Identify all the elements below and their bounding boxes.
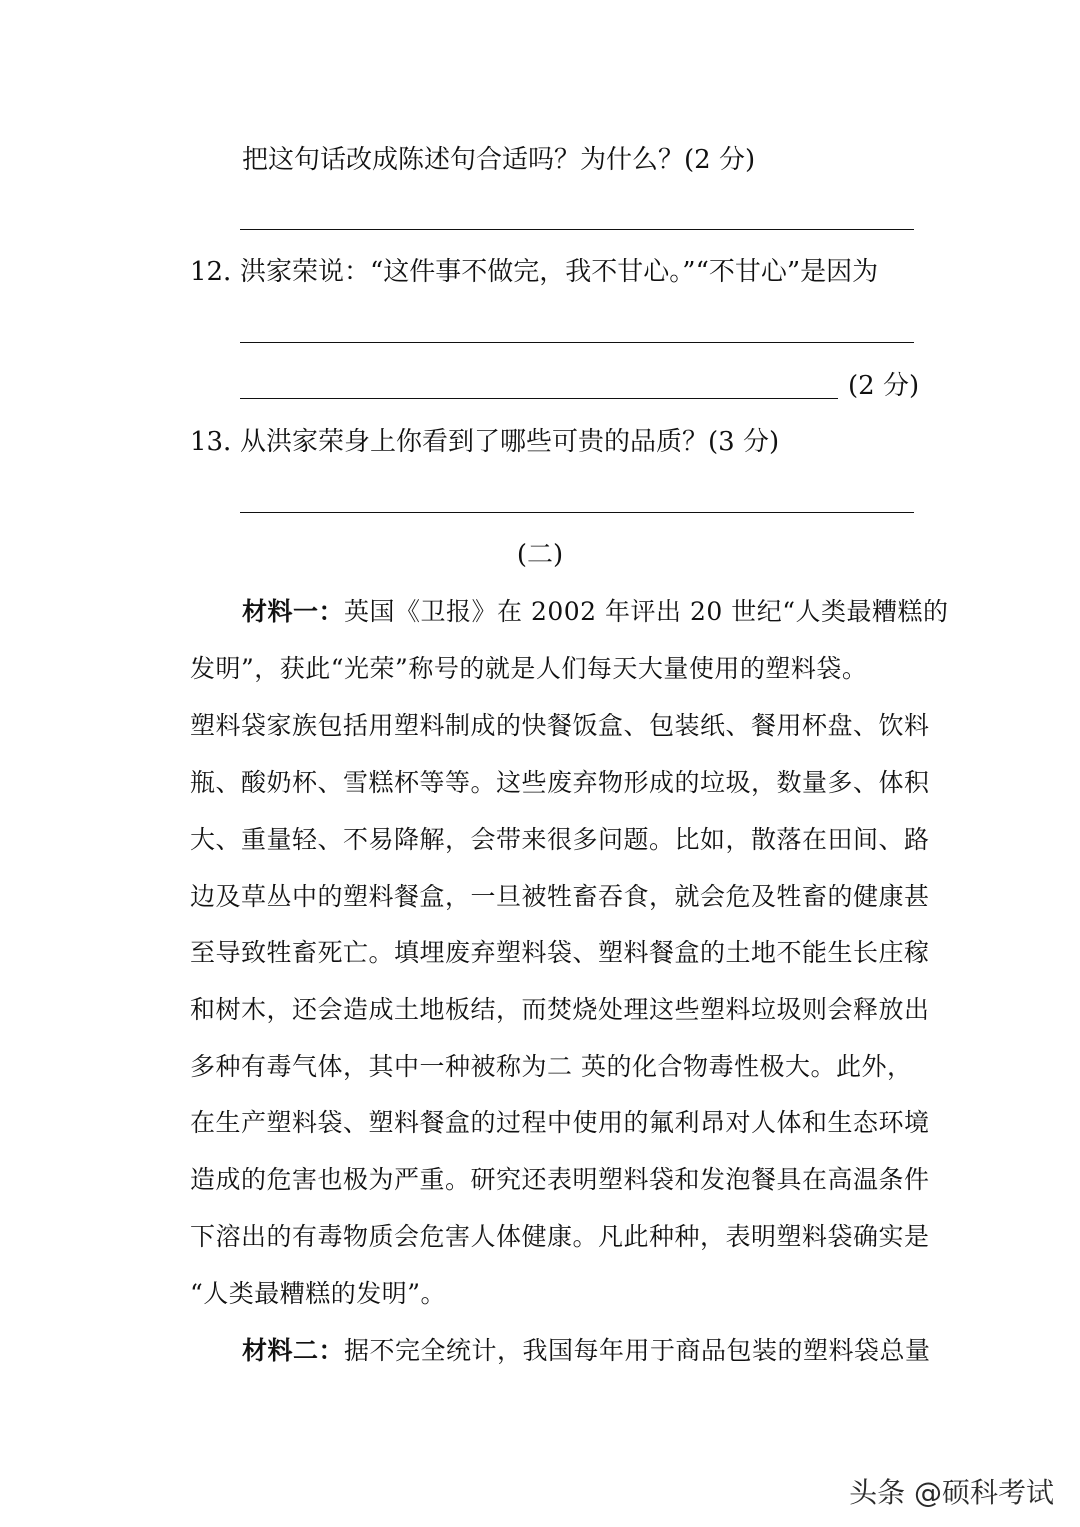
material-one-line-1 [242, 594, 949, 630]
q12-answer-line-2[interactable] [240, 398, 838, 399]
q11-answer-line[interactable] [240, 229, 914, 230]
material-one-line-8: 和树木，还会造成土地板结，而焚烧处理这些塑料垃圾则会释放出 [190, 995, 930, 1024]
material-one-text-1: 英国《卫报》在 2002 年评出 20 世纪“人类最糟糕的 [344, 597, 949, 626]
watermark: 头条 @硕科考试 [849, 1476, 1054, 1509]
material-two-label: 材料二： [242, 1336, 345, 1365]
q12-score: (2 分) [848, 371, 920, 401]
material-one-line-4: 瓶、酸奶杯、雪糕杯等等。这些废弃物形成的垃圾，数量多、体积 [190, 768, 930, 797]
q12-answer-line-1[interactable] [240, 342, 914, 343]
material-one-line-11: 造成的危害也极为严重。研究还表明塑料袋和发泡餐具在高温条件 [190, 1165, 930, 1194]
material-one-line-6: 边及草丛中的塑料餐盒，一旦被牲畜吞食，就会危及牲畜的健康甚 [190, 882, 930, 911]
material-one-line-13: “人类最糟糕的发明”。 [190, 1279, 447, 1308]
q13-answer-line[interactable] [240, 512, 914, 513]
material-one-line-3: 塑料袋家族包括用塑料制成的快餐饭盒、包装纸、餐用杯盘、饮料 [190, 711, 930, 740]
material-one-line-10: 在生产塑料袋、塑料餐盒的过程中使用的氟利昂对人体和生态环境 [190, 1108, 930, 1137]
q12-prompt: 洪家荣说：“这件事不做完，我不甘心。”“不甘心”是因为 [240, 257, 879, 287]
material-one-label: 材料一： [242, 597, 345, 626]
q13-prompt: 从洪家荣身上你看到了哪些可贵的品质？(3 分) [240, 427, 780, 457]
q13-number: 13． [190, 427, 250, 457]
material-two-text-1: 据不完全统计，我国每年用于商品包装的塑料袋总量 [344, 1336, 931, 1365]
material-two-line-1 [242, 1333, 931, 1369]
material-one-line-9: 多种有毒气体，其中一种被称为二 英的化合物毒性极大。此外， [190, 1052, 913, 1081]
material-one-line-5: 大、重量轻、不易降解，会带来很多问题。比如，散落在田间、路 [190, 825, 930, 854]
section-title: (二) [516, 540, 564, 570]
material-one-line-12: 下溶出的有毒物质会危害人体健康。凡此种种，表明塑料袋确实是 [190, 1222, 930, 1251]
q11-prompt: 把这句话改成陈述句合适吗？为什么？(2 分) [242, 145, 756, 175]
q12-number: 12． [190, 257, 250, 287]
material-one-line-2: 发明”，获此“光荣”称号的就是人们每天大量使用的塑料袋。 [190, 654, 868, 683]
material-one-line-7: 至导致牲畜死亡。填埋废弃塑料袋、塑料餐盒的土地不能生长庄稼 [190, 938, 930, 967]
